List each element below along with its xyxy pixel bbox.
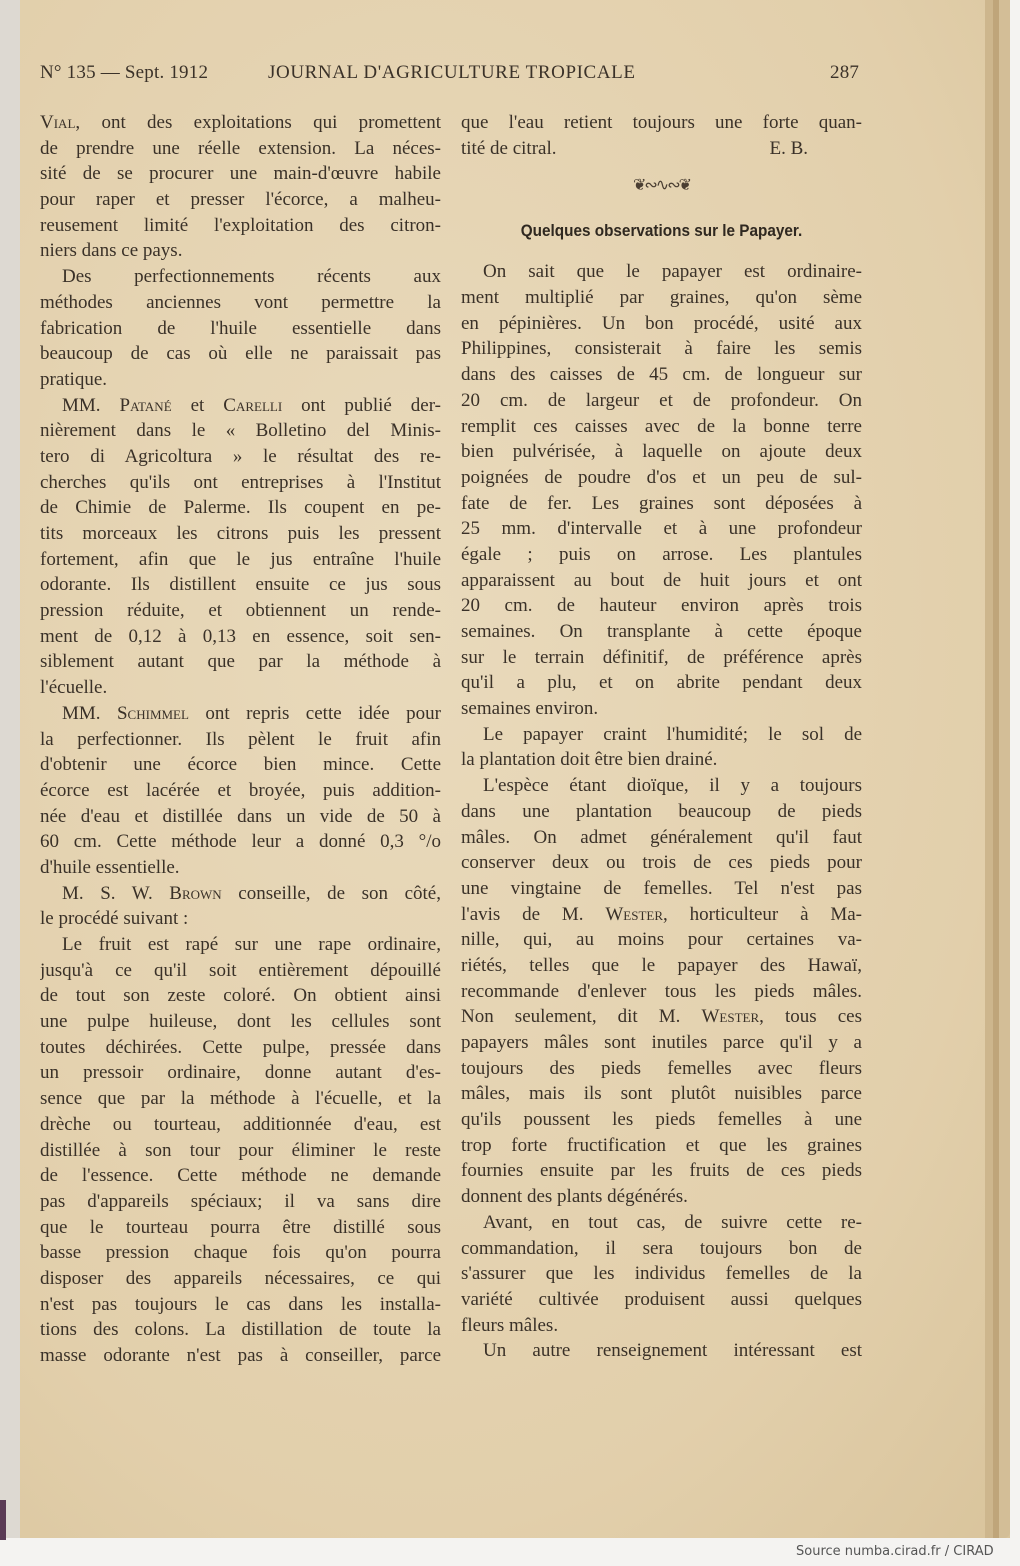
text-line: pression réduite, et obtiennent un rende- [40, 600, 441, 622]
text-line: poignées de poudre d'os et un peu de sul- [461, 466, 862, 488]
text-line: s'assurer que les individus femelles de la [461, 1263, 862, 1285]
paragraph [40, 393, 441, 701]
text-line: ment de 0,12 à 0,13 en essence, soit sen- [40, 625, 441, 647]
text-line: d'huile essentielle. [40, 856, 180, 878]
text-line: tité de citral. [461, 137, 557, 159]
page-stack-edge [999, 0, 1010, 1538]
text-line: une vingtaine de femelles. Tel n'est pas [461, 877, 862, 899]
text-line [40, 701, 441, 727]
text-line: que le tourteau pourra être distillé sous [40, 1216, 441, 1238]
text-line: sence que par la méthode à l'écuelle, et la [40, 1088, 441, 1110]
text-line: tits morceaux les citrons puis les pressent [40, 523, 441, 544]
text-line: toutes déchirées. Cette pulpe, pressée dans [40, 1036, 441, 1058]
issue-info: N° 135 — Sept. 1912 [40, 62, 209, 83]
text-line: jusqu'à ce qu'il soit entièrement dépouillé [40, 959, 441, 981]
text-line: née d'eau et distillée dans un vide de 50 à [40, 805, 441, 827]
text-line: fate de fer. Les graines sont déposées à [461, 492, 862, 514]
text-line: riétés, telles que le papayer des Hawaï, [461, 954, 862, 976]
article-body [461, 259, 862, 1364]
text-line: beaucoup de cas où elle ne paraissait pas [40, 343, 441, 365]
text-segment: Non seulement, dit M. [461, 1006, 702, 1028]
text-line: mâles. On admet généralement qu'il faut [461, 826, 862, 848]
text-line [461, 1004, 862, 1030]
paragraph [461, 1338, 862, 1364]
text-line: variété cultivée produisent aussi quelques [461, 1288, 862, 1310]
text-segment: MM. [62, 394, 120, 416]
text-line: qu'ils poussent les pieds femelles à une [461, 1109, 862, 1131]
text-line: fabrication de l'huile essentielle dans [40, 317, 441, 339]
paragraph [40, 110, 441, 264]
text-line: tero di Agricoltura » le résultat des re- [40, 445, 441, 467]
text-line [461, 902, 862, 928]
text-line: masse odorante n'est pas à conseiller, parce [40, 1345, 441, 1366]
text-line: niers dans ce pays. [40, 240, 183, 262]
text-line: de tout son zeste coloré. On obtient ainsi [40, 985, 441, 1007]
text-line: pas d'appareils spéciaux; il va sans dire [40, 1190, 441, 1212]
text-line: trop forte fructification et que les graines [461, 1134, 862, 1156]
text-segment: et [171, 394, 224, 416]
source-credit: Source numba.cirad.fr / CIRAD [796, 1544, 994, 1559]
text-line: 25 mm. d'intervalle et à une profondeur [461, 518, 862, 540]
text-line: pratique. [40, 368, 108, 390]
text-line: Avant, en tout cas, de suivre cette re- [483, 1211, 862, 1233]
text-line: pour raper et presser l'écorce, a malheu- [40, 189, 441, 211]
text-segment: M. S. W. [62, 882, 170, 904]
text-line: drèche ou tourteau, additionnée d'eau, est [40, 1113, 441, 1135]
paragraph [461, 773, 862, 1210]
text-line: nille, qui, au moins pour certaines va- [461, 929, 862, 951]
person-name: Schimmel [116, 702, 189, 724]
paragraph [40, 881, 441, 932]
text-line: n'est pas toujours le cas dans les installa- [40, 1293, 441, 1315]
text-line: une pulpe huileuse, dont les cellules sont [40, 1011, 441, 1033]
text-segment: MM. [62, 702, 117, 724]
paragraph [461, 259, 862, 721]
text-line: dans des caisses de 45 cm. de longueur sur [461, 364, 862, 386]
text-line: le procédé suivant : [40, 908, 189, 930]
author-initials: E. B. [769, 137, 808, 159]
text-line: Un autre renseignement intéressant est [483, 1340, 862, 1362]
person-name: Brown [169, 882, 222, 904]
text-line: 20 cm. de hauteur environ après trois [461, 595, 862, 617]
text-line: dans une plantation beaucoup de pieds [461, 800, 862, 822]
text-line: de prendre une réelle extension. La néces- [40, 137, 441, 159]
person-name: Carelli [223, 394, 283, 416]
paragraph [461, 722, 862, 773]
text-line: reusement limité l'exploitation des citron- [40, 214, 441, 236]
text-line: semaines. On transplante à cette époque [461, 621, 862, 642]
text-segment: , ont des exploitations qui promettent [75, 112, 441, 133]
text-line: mâles, mais ils sont plutôt nuisibles parce [461, 1083, 862, 1105]
text-line: égale ; puis on arrose. Les plantules [461, 543, 862, 565]
text-line: Philippines, consisterait à faire les semis [461, 338, 862, 360]
text-line: en pépinières. Un bon procédé, usité aux [461, 312, 862, 334]
page-number: 287 [830, 62, 860, 83]
paragraph [461, 1210, 862, 1338]
text-line: Des perfectionnements récents aux [62, 266, 441, 288]
text-line: donnent des plants dégénérés. [461, 1186, 688, 1208]
text-line: Le papayer craint l'humidité; le sol de [483, 723, 862, 745]
text-segment: l'avis de M. [461, 903, 606, 925]
text-line: bien pulvérisée, à laquelle on ajoute deux [461, 441, 862, 463]
text-line: 20 cm. de largeur et de profondeur. On [461, 389, 862, 411]
text-line: nièrement dans le « Bolletino del Minis- [40, 420, 441, 442]
text-line: sité de se procurer une main-d'œuvre habile [40, 163, 441, 185]
text-line: qu'il a plu, et on abrite pendant deux [461, 672, 862, 694]
text-line [40, 110, 441, 136]
person-name: Vial [40, 112, 76, 133]
text-line: fortement, afin que le jus entraîne l'huile [40, 548, 441, 570]
text-segment: , horticulteur à Ma- [663, 903, 862, 925]
text-line: odorante. Ils distillent ensuite ce jus sous [40, 574, 441, 596]
journal-title: JOURNAL D'AGRICULTURE TROPICALE [268, 62, 636, 83]
text-line: L'espèce étant dioïque, il y a toujours [483, 775, 862, 797]
paragraph [40, 264, 441, 392]
text-line: fournies ensuite par les fruits de ces pieds [461, 1160, 862, 1182]
text-line: disposer des appareils nécessaires, ce qui [40, 1267, 441, 1289]
text-line: basse pression chaque fois qu'on pourra [40, 1242, 441, 1264]
text-line: d'obtenir une écorce bien mince. Cette [40, 754, 441, 776]
person-name: Wester [605, 903, 664, 925]
text-line: écorce est lacérée et broyée, puis addition- [40, 779, 441, 801]
text-line: toujours des pieds femelles avec fleurs [461, 1057, 862, 1079]
text-line: siblement autant que par la méthode à [40, 651, 441, 673]
text-line [40, 881, 441, 907]
scan-background-left [0, 0, 20, 1538]
text-segment: conseille, de son côté, [221, 882, 441, 904]
text-line: conserver deux ou trois de ces pieds pour [461, 852, 862, 874]
text-line: la plantation doit être bien drainé. [461, 749, 718, 771]
person-name: Wester [701, 1006, 760, 1028]
text-line: ment multiplié par graines, qu'on sème [461, 287, 862, 309]
text-line: que l'eau retient toujours une forte quan- [461, 112, 862, 133]
text-segment: , tous ces [759, 1006, 862, 1028]
text-line: semaines environ. [461, 698, 599, 720]
text-line: 60 cm. Cette méthode leur a donné 0,3 °/o [40, 831, 441, 853]
text-line: un pressoir ordinaire, donne autant d'es- [40, 1062, 441, 1084]
text-line: distillée à son tour pour éliminer le reste [40, 1139, 441, 1161]
paragraph [40, 932, 441, 1369]
text-line: fleurs mâles. [461, 1314, 559, 1336]
text-line: apparaissent au bout de huit jours et ont [461, 569, 862, 591]
text-line: recommande d'enlever tous les pieds mâles. [461, 980, 862, 1002]
text-line: commandation, il sera toujours bon de [461, 1237, 862, 1259]
text-line: de Chimie de Palerme. Ils coupent en pe- [40, 497, 441, 519]
text-line: sur le terrain définitif, de préférence après [461, 646, 862, 668]
binding-mark [0, 1500, 6, 1540]
paragraph [40, 701, 441, 881]
text-line: remplit ces caisses avec de la bonne terre [461, 415, 862, 437]
text-line: On sait que le papayer est ordinaire- [483, 261, 862, 283]
text-line: l'écuelle. [40, 677, 108, 699]
text-line: méthodes anciennes vont permettre la [40, 291, 441, 313]
text-line: cherches qu'ils ont entreprises à l'Institut [40, 471, 441, 493]
article-title: Quelques observations sur le Papayer. [520, 221, 803, 241]
left-column [40, 110, 441, 1369]
text-line: Le fruit est rapé sur une rape ordinaire, [62, 934, 441, 955]
text-line: la perfectionner. Ils pèlent le fruit afin [40, 728, 441, 750]
text-line: tions des colons. La distillation de toute la [40, 1319, 441, 1341]
text-line [40, 393, 441, 419]
text-segment: ont repris cette idée pour [188, 702, 441, 724]
ornament-divider: ❦∾∿∾❦ [632, 177, 691, 195]
article-signoff [461, 136, 862, 162]
page-stack-edge [985, 0, 993, 1538]
text-line: papayers mâles sont inutiles parce qu'il y a [461, 1032, 862, 1053]
right-column [461, 110, 862, 1364]
person-name: Patané [119, 394, 172, 416]
text-segment: ont publié der- [282, 394, 441, 416]
text-line: de l'essence. Cette méthode ne demande [40, 1165, 441, 1187]
